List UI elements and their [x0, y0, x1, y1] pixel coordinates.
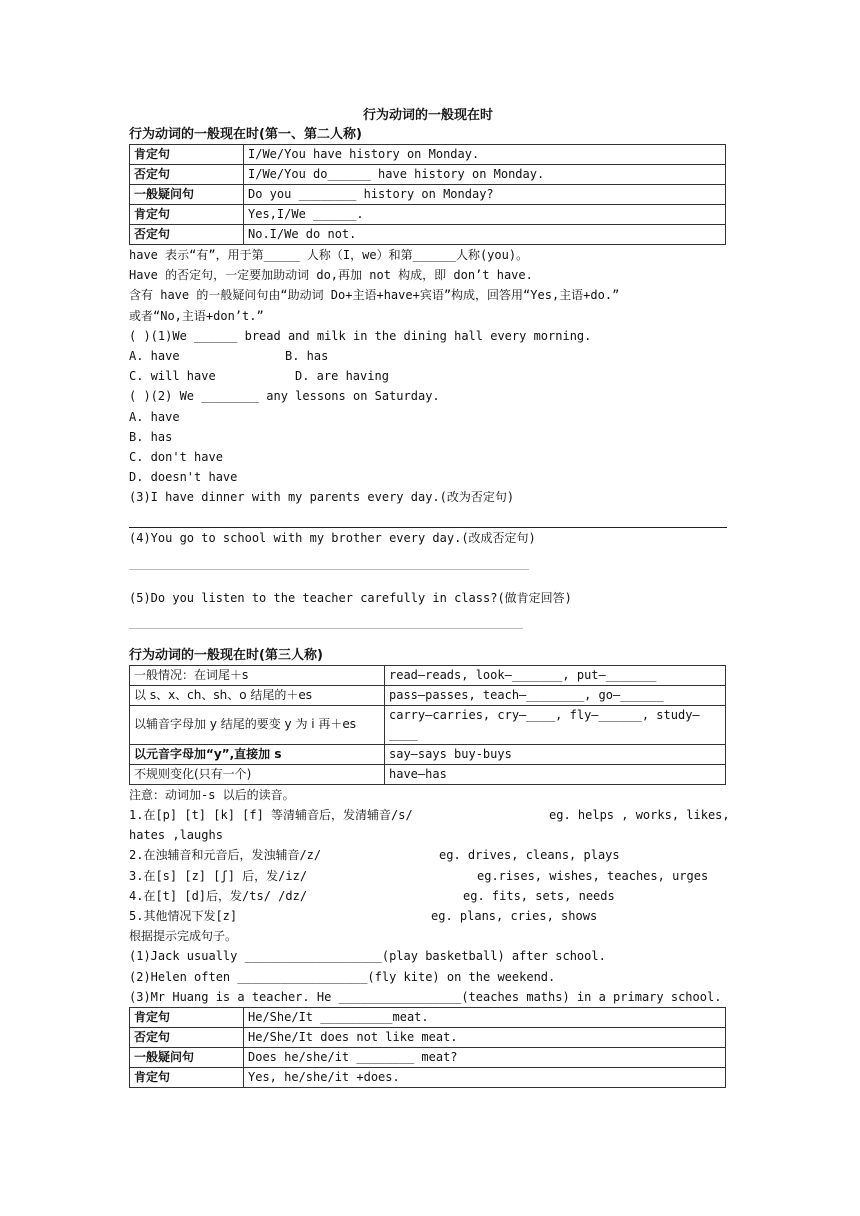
- complete-title: 根据提示完成句子。: [129, 929, 238, 944]
- rule-cell: 以辅音字母加 y 结尾的要变 y 为 i 再＋es: [130, 705, 385, 744]
- pron-example: eg. helps , works, likes,: [549, 808, 730, 822]
- row-label: 一般疑问句: [130, 1047, 244, 1067]
- example-cell: have—has: [385, 764, 726, 784]
- table-row: [130, 165, 726, 185]
- example-cell: say—says buy-buys: [385, 744, 726, 764]
- page-title: 行为动词的一般现在时: [362, 108, 493, 123]
- row-label: 否定句: [130, 1027, 244, 1047]
- question-1-options-ab: [129, 346, 727, 366]
- row-content: Yes,I/We ______.: [244, 205, 726, 225]
- option-a[interactable]: A. have: [129, 348, 180, 363]
- note-title: 注意：动词加-s 以后的读音。: [129, 787, 295, 802]
- table-third-person-patterns: [129, 1007, 726, 1088]
- row-content: He/She/It __________meat.: [244, 1007, 726, 1027]
- row-content: Does he/she/it ________ meat?: [244, 1047, 726, 1067]
- sentence-3: (3)Mr Huang is a teacher. He _________________(teaches maths) in a primary school.: [129, 989, 722, 1004]
- pron-rule-1: [129, 805, 730, 825]
- section2-heading: 行为动词的一般现在时(第三人称): [129, 647, 323, 663]
- option-a[interactable]: A. have: [129, 409, 180, 424]
- pron-rule-5: [129, 906, 727, 926]
- pron-rule-2: [129, 845, 727, 865]
- row-label: 肯定句: [130, 205, 244, 225]
- option-d[interactable]: D. are having: [295, 369, 389, 384]
- table-row: [130, 1067, 726, 1087]
- note-line: 或者“No,主语+don’t.”: [129, 308, 264, 323]
- option-b[interactable]: B. has: [285, 348, 329, 363]
- table-third-person-rules: [129, 665, 726, 785]
- rule-cell: 不规则变化(只有一个): [130, 764, 385, 784]
- pron-rule-1-cont: hates ,laughs: [129, 828, 223, 843]
- table-row: [130, 205, 726, 225]
- table-row: [130, 764, 726, 784]
- table-row: [130, 665, 726, 685]
- example-cell: pass—passes, teach—________, go—______: [385, 685, 726, 705]
- note-line: Have 的否定句，一定要加助动词 do,再加 not 构成，即 don’t have.: [129, 268, 533, 283]
- table-row: [130, 1027, 726, 1047]
- pron-rule: 2.在浊辅音和元音后，发浊辅音/z/: [129, 848, 322, 863]
- option-c[interactable]: C. don't have: [129, 449, 223, 464]
- question-2-stem: ( )(2) We ________ any lessons on Saturday.: [129, 389, 440, 404]
- pron-example: eg. fits, sets, needs: [463, 888, 615, 903]
- table-row: [130, 744, 726, 764]
- answer-line[interactable]: [129, 507, 727, 528]
- sentence-1: (1)Jack usually ___________________(play basketball) after school.: [129, 949, 606, 964]
- row-content: Do you ________ history on Monday?: [244, 185, 726, 205]
- pron-example: eg. drives, cleans, plays: [439, 848, 620, 863]
- answer-line[interactable]: [129, 549, 529, 570]
- row-content: I/We/You do______ have history on Monday.: [244, 165, 726, 185]
- pron-rule: 5.其他情况下发[z]: [129, 908, 238, 923]
- row-label: 否定句: [130, 165, 244, 185]
- sentence-2: (2)Helen often __________________(fly kite) on the weekend.: [129, 969, 556, 984]
- row-label: 肯定句: [130, 1067, 244, 1087]
- table-row: [130, 225, 726, 245]
- pron-rule: 4.在[t] [d]后，发/ts/ /dz/: [129, 888, 308, 903]
- row-content: He/She/It does not like meat.: [244, 1027, 726, 1047]
- option-d[interactable]: D. doesn't have: [129, 470, 238, 485]
- table-row: [130, 1007, 726, 1027]
- note-line: 含有 have 的一般疑问句由“助动词 Do+主语+have+宾语”构成，回答用“Yes,主语+do.”: [129, 288, 620, 303]
- option-b[interactable]: B. has: [129, 429, 173, 444]
- pron-rule-4: [129, 886, 727, 906]
- note-line: have 表示“有”，用于第_____ 人称（I，we）和第______人称(you)。: [129, 248, 529, 262]
- table-row: [130, 185, 726, 205]
- pron-rule-3: [129, 866, 727, 886]
- rule-cell: 以 s、x、ch、sh、o 结尾的＋es: [130, 685, 385, 705]
- row-label: 肯定句: [130, 145, 244, 165]
- question-1-stem: ( )(1)We ______ bread and milk in the dining hall every morning.: [129, 328, 592, 343]
- table-first-second-person: [129, 144, 726, 245]
- question-1-options-cd: [129, 366, 727, 386]
- answer-line[interactable]: [129, 608, 523, 629]
- row-label: 否定句: [130, 225, 244, 245]
- row-label: 一般疑问句: [130, 185, 244, 205]
- document-page: [129, 106, 730, 1088]
- row-content: No.I/We do not.: [244, 225, 726, 245]
- pron-example: eg. plans, cries, shows: [431, 908, 598, 923]
- pron-example: eg.rises, wishes, teaches, urges: [477, 868, 709, 883]
- question-4: (4)You go to school with my brother every day.(改成否定句): [129, 531, 536, 546]
- row-content: I/We/You have history on Monday.: [244, 145, 726, 165]
- example-cell: carry—carries, cry—____, fly—______, study—____: [385, 705, 726, 744]
- question-3: (3)I have dinner with my parents every day.(改为否定句): [129, 490, 515, 505]
- pron-rule: 1.在[p] [t] [k] [f] 等清辅音后，发清辅音/s/: [129, 808, 413, 822]
- section1-heading: 行为动词的一般现在时(第一、第二人称): [129, 127, 362, 142]
- rule-cell: 一般情况：在词尾＋s: [130, 665, 385, 685]
- option-c[interactable]: C. will have: [129, 369, 216, 384]
- table-row: [130, 1047, 726, 1067]
- pron-rule: 3.在[s] [z] [ʃ] 后，发/iz/: [129, 868, 308, 883]
- example-cell: read—reads, look—_______, put—_______: [385, 665, 726, 685]
- table-row: [130, 705, 726, 744]
- row-content: Yes, he/she/it +does.: [244, 1067, 726, 1087]
- table-row: [130, 145, 726, 165]
- rule-cell: 以元音字母加“y”,直接加 s: [130, 744, 385, 764]
- table-row: [130, 685, 726, 705]
- question-5: (5)Do you listen to the teacher carefully in class?(做肯定回答): [129, 590, 572, 605]
- row-label: 肯定句: [130, 1007, 244, 1027]
